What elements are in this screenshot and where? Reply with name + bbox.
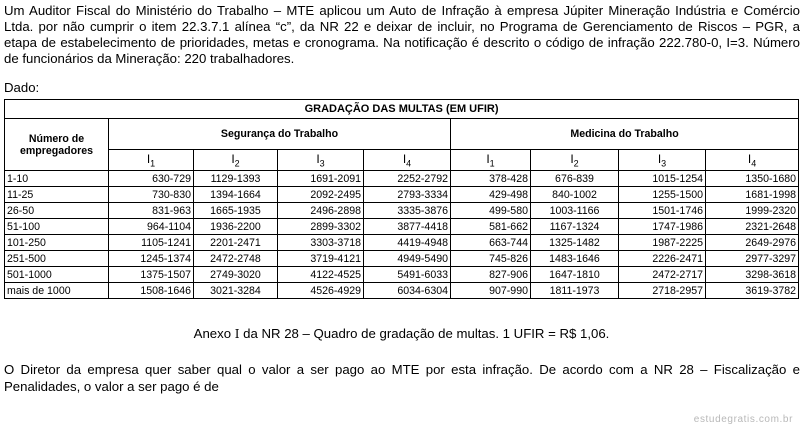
sub-header-letter: I — [231, 151, 235, 166]
fine-value-cell: 3021-3284 — [194, 283, 278, 299]
fine-value-cell: 1015-1254 — [619, 171, 706, 187]
fine-value-cell: 2749-3020 — [194, 267, 278, 283]
fine-value-cell: 730-830 — [109, 187, 194, 203]
employers-range-cell: mais de 1000 — [5, 283, 109, 299]
employers-range-cell: 26-50 — [5, 203, 109, 219]
table-caption — [0, 326, 803, 341]
fine-value-cell: 1665-1935 — [194, 203, 278, 219]
employers-range-cell: 51-100 — [5, 219, 109, 235]
fine-value-cell: 964-1104 — [109, 219, 194, 235]
employers-range-cell: 101-250 — [5, 235, 109, 251]
fine-value-cell: 1129-1393 — [194, 171, 278, 187]
fine-value-cell: 429-498 — [451, 187, 531, 203]
fine-value-cell: 1508-1646 — [109, 283, 194, 299]
sub-header-medicine-2 — [531, 150, 619, 171]
sub-header-index: 1 — [489, 158, 495, 169]
fine-value-cell: 663-744 — [451, 235, 531, 251]
fine-value-cell: 1350-1680 — [706, 171, 799, 187]
watermark: estudegratis.com.br — [693, 414, 793, 425]
table-row — [5, 235, 799, 251]
caption-roman-numeral: I — [234, 327, 240, 341]
sub-header-letter: I — [747, 151, 752, 166]
fine-value-cell: 4419-4948 — [364, 235, 451, 251]
sub-header-security-4 — [364, 150, 451, 171]
sub-header-index: 3 — [661, 158, 667, 169]
fine-value-cell: 581-662 — [451, 219, 531, 235]
fines-table — [4, 99, 799, 299]
sub-header-letter: I — [657, 151, 662, 166]
fine-value-cell: 745-826 — [451, 251, 531, 267]
fine-value-cell: 2472-2717 — [619, 267, 706, 283]
fine-value-cell: 1999-2320 — [706, 203, 799, 219]
fine-value-cell: 1245-1374 — [109, 251, 194, 267]
fine-value-cell: 2201-2471 — [194, 235, 278, 251]
table-title: GRADAÇÃO DAS MULTAS (EM UFIR) — [5, 100, 799, 119]
employers-header: Número de empregadores — [5, 119, 109, 171]
fine-value-cell: 2718-2957 — [619, 283, 706, 299]
fine-value-cell: 827-906 — [451, 267, 531, 283]
table-row — [5, 283, 799, 299]
fine-value-cell: 1255-1500 — [619, 187, 706, 203]
fine-value-cell: 676-839 — [531, 171, 619, 187]
table-row — [5, 251, 799, 267]
table-row — [5, 187, 799, 203]
fine-value-cell: 1105-1241 — [109, 235, 194, 251]
sub-header-medicine-1 — [451, 150, 531, 171]
sub-header-security-2 — [194, 150, 278, 171]
table-row — [5, 267, 799, 283]
fine-value-cell: 907-990 — [451, 283, 531, 299]
sub-header-security-3 — [278, 150, 364, 171]
sub-header-letter: I — [570, 151, 574, 166]
fine-value-cell: 1647-1810 — [531, 267, 619, 283]
sub-header-medicine-3 — [619, 150, 706, 171]
fine-value-cell: 1483-1646 — [531, 251, 619, 267]
fine-value-cell: 1375-1507 — [109, 267, 194, 283]
sub-header-medicine-4 — [706, 150, 799, 171]
fine-value-cell: 2977-3297 — [706, 251, 799, 267]
fine-value-cell: 1325-1482 — [531, 235, 619, 251]
medicine-group-header: Medicina do Trabalho — [451, 119, 799, 150]
fine-value-cell: 2472-2748 — [194, 251, 278, 267]
fine-value-cell: 1936-2200 — [194, 219, 278, 235]
fine-value-cell: 3719-4121 — [278, 251, 364, 267]
fine-value-cell: 2793-3334 — [364, 187, 451, 203]
fine-value-cell: 1501-1746 — [619, 203, 706, 219]
sub-header-index: 2 — [573, 158, 579, 169]
sub-header-security-1 — [109, 150, 194, 171]
fine-value-cell: 831-963 — [109, 203, 194, 219]
sub-header-index: 4 — [751, 158, 757, 169]
fine-value-cell: 2899-3302 — [278, 219, 364, 235]
fine-value-cell: 2226-2471 — [619, 251, 706, 267]
fine-value-cell: 3877-4418 — [364, 219, 451, 235]
sub-header-letter: I — [146, 151, 151, 166]
fine-value-cell: 1811-1973 — [531, 283, 619, 299]
dado-label: Dado: — [4, 80, 40, 95]
employers-range-cell: 11-25 — [5, 187, 109, 203]
fine-value-cell: 6034-6304 — [364, 283, 451, 299]
sub-header-index: 3 — [319, 158, 325, 169]
security-group-header: Segurança do Trabalho — [109, 119, 451, 150]
fine-value-cell: 1681-1998 — [706, 187, 799, 203]
fine-value-cell: 2496-2898 — [278, 203, 364, 219]
fine-value-cell: 2649-2976 — [706, 235, 799, 251]
caption-prefix: Anexo — [193, 326, 232, 341]
sub-header-letter: I — [402, 151, 407, 166]
fine-value-cell: 3298-3618 — [706, 267, 799, 283]
fine-value-cell: 3335-3876 — [364, 203, 451, 219]
fine-value-cell: 1747-1986 — [619, 219, 706, 235]
fine-value-cell: 4526-4929 — [278, 283, 364, 299]
fine-value-cell: 499-580 — [451, 203, 531, 219]
sub-header-index: 2 — [234, 158, 240, 169]
fine-value-cell: 840-1002 — [531, 187, 619, 203]
table-row — [5, 219, 799, 235]
fine-value-cell: 3303-3718 — [278, 235, 364, 251]
caption-suffix: da NR 28 – Quadro de gradação de multas. 1 UFIR = R$ 1,06. — [243, 326, 610, 341]
fine-value-cell: 1167-1324 — [531, 219, 619, 235]
sub-header-letter: I — [486, 151, 490, 166]
fine-value-cell: 630-729 — [109, 171, 194, 187]
sub-header-index: 1 — [150, 158, 156, 169]
intro-paragraph: Um Auditor Fiscal do Ministério do Trabalho – MTE aplicou um Auto de Infração à empresa Júpiter Mineração Indústria e Comércio Ltda. por não cumprir o item 22.3.7.1 alínea “c”, da NR 22 e deixar de incluir, no Programa de Gerenciamento de Riscos – PGR, a etapa de estabelecimento de prioridades, metas e cronograma. Na notificação é descrito o código de infração 222.780-0, I=3. Número de funcionários da Mineração: 220 trabalhadores. — [4, 3, 800, 66]
fine-value-cell: 1003-1166 — [531, 203, 619, 219]
employers-range-cell: 251-500 — [5, 251, 109, 267]
fine-value-cell: 2321-2648 — [706, 219, 799, 235]
employers-range-cell: 501-1000 — [5, 267, 109, 283]
fine-value-cell: 2252-2792 — [364, 171, 451, 187]
sub-header-letter: I — [316, 151, 320, 166]
fine-value-cell: 1691-2091 — [278, 171, 364, 187]
sub-header-index: 4 — [406, 158, 412, 169]
question-paragraph: O Diretor da empresa quer saber qual o valor a ser pago ao MTE por esta infração. De acordo com a NR 28 – Fiscalização e Penalidades, o valor a ser pago é de — [4, 362, 800, 394]
fine-value-cell: 4122-4525 — [278, 267, 364, 283]
employers-range-cell: 1-10 — [5, 171, 109, 187]
fine-value-cell: 1394-1664 — [194, 187, 278, 203]
table-row — [5, 171, 799, 187]
fine-value-cell: 378-428 — [451, 171, 531, 187]
table-row — [5, 203, 799, 219]
fine-value-cell: 5491-6033 — [364, 267, 451, 283]
fine-value-cell: 2092-2495 — [278, 187, 364, 203]
fine-value-cell: 3619-3782 — [706, 283, 799, 299]
fine-value-cell: 4949-5490 — [364, 251, 451, 267]
fine-value-cell: 1987-2225 — [619, 235, 706, 251]
